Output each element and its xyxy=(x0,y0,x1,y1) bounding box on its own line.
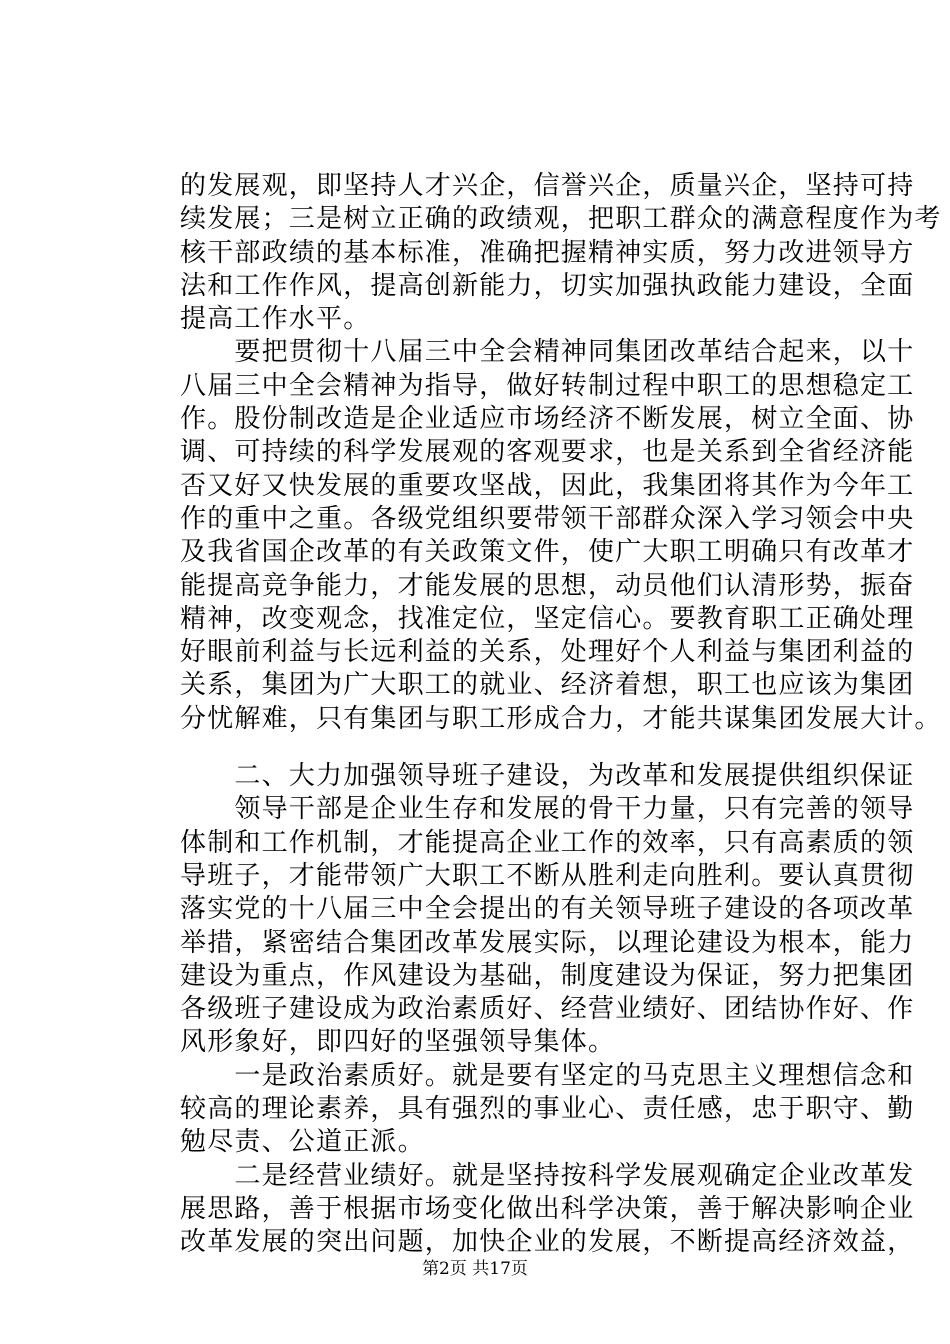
text-line: 提高工作水平。 xyxy=(180,304,371,335)
text-line: 较高的理论素养，具有强烈的事业心、责任感，忠于职守、勤 xyxy=(180,1094,915,1125)
text-line: 能提高竞争能力，才能发展的思想，动员他们认清形势，振奋 xyxy=(180,570,915,601)
text-line: 一是政治素质好。就是要有坚定的马克思主义理想信念和 xyxy=(180,1060,915,1091)
text-line: 的发展观，即坚持人才兴企，信誉兴企，质量兴企，坚持可持 xyxy=(180,171,915,201)
text-line: 作。股份制改造是企业适应市场经济不断发展，树立全面、协 xyxy=(180,404,915,435)
text-line: 勉尽责、公道正派。 xyxy=(180,1127,425,1158)
blank-line xyxy=(180,736,860,760)
text-line: 导班子，才能带领广大职工不断从胜利走向胜利。要认真贯彻 xyxy=(180,860,915,891)
text-line: 及我省国企改革的有关政策文件，使广大职工明确只有改革才 xyxy=(180,537,915,568)
text-line: 二、大力加强领导班子建设，为改革和发展提供组织保证 xyxy=(180,761,915,792)
text-line: 好眼前利益与长远利益的关系，处理好个人利益与集团利益的 xyxy=(180,637,915,668)
text-line: 各级班子建设成为政治素质好、经营业绩好、团结协作好、作 xyxy=(180,994,915,1025)
text-line: 否又好又快发展的重要攻坚战，因此，我集团将其作为今年工 xyxy=(180,470,915,501)
document-body xyxy=(180,170,942,1260)
text-line: 领导干部是企业生存和发展的骨干力量，只有完善的领导 xyxy=(180,794,915,825)
text-line: 展思路，善于根据市场变化做出科学决策，善于解决影响企业 xyxy=(180,1193,915,1224)
page-footer: 第2页 共17页 xyxy=(422,1259,528,1279)
text-line: 精神，改变观念，找准定位，坚定信心。要教育职工正确处理 xyxy=(180,603,915,634)
text-line: 法和工作作风，提高创新能力，切实加强执政能力建设，全面 xyxy=(180,270,915,301)
text-line: 调、可持续的科学发展观的客观要求，也是关系到全省经济能 xyxy=(180,437,915,468)
text-line: 关系，集团为广大职工的就业、经济着想，职工也应该为集团 xyxy=(180,670,915,701)
text-line: 举措，紧密结合集团改革发展实际，以理论建设为根本，能力 xyxy=(180,927,915,958)
text-line: 核干部政绩的基本标准，准确把握精神实质，努力改进领导方 xyxy=(180,237,915,268)
text-line: 分忧解难，只有集团与职工形成合力，才能共谋集团发展大计。 xyxy=(180,703,942,734)
text-line: 风形象好，即四好的坚强领导集体。 xyxy=(180,1027,616,1058)
text-line: 体制和工作机制，才能提高企业工作的效率，只有高素质的领 xyxy=(180,827,915,858)
text-line: 改革发展的突出问题，加快企业的发展，不断提高经济效益， xyxy=(180,1227,915,1258)
text-line: 建设为重点，作风建设为基础，制度建设为保证，努力把集团 xyxy=(180,960,915,991)
text-line: 续发展；三是树立正确的政绩观，把职工群众的满意程度作为考 xyxy=(180,204,942,235)
text-line: 作的重中之重。各级党组织要带领干部群众深入学习领会中央 xyxy=(180,503,915,534)
text-line: 八届三中全会精神为指导，做好转制过程中职工的思想稳定工 xyxy=(180,370,915,401)
text-line: 落实党的十八届三中全会提出的有关领导班子建设的各项改革 xyxy=(180,894,915,925)
text-line: 二是经营业绩好。就是坚持按科学发展观确定企业改革发 xyxy=(180,1160,915,1191)
text-line: 要把贯彻十八届三中全会精神同集团改革结合起来，以十 xyxy=(180,337,915,368)
